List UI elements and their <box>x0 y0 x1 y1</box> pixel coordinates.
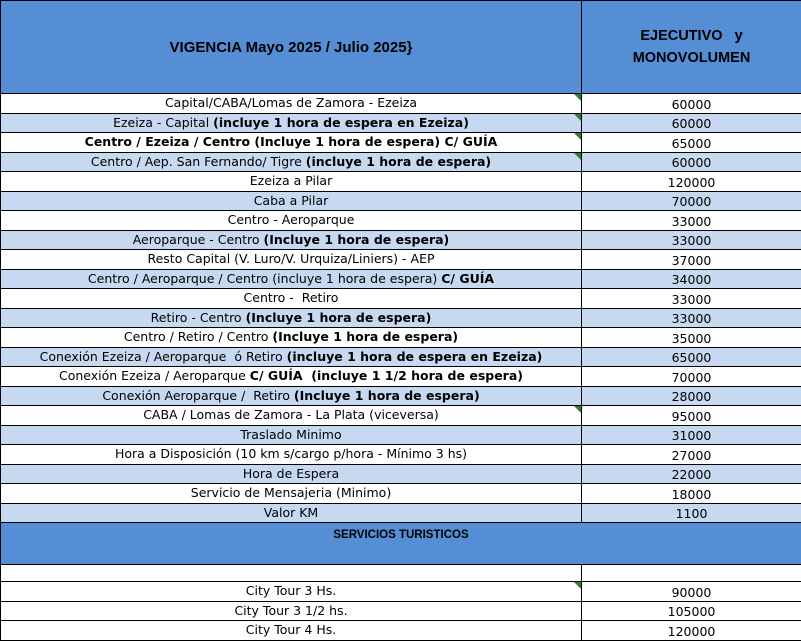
route-text: Centro / Aeroparque / Centro (incluye 1 hora de espera) <box>88 271 441 286</box>
header-row <box>1 1 801 94</box>
table-row <box>1 230 801 250</box>
route-text: Valor KM <box>264 505 318 520</box>
route-cell <box>1 484 582 504</box>
price-cell: 33000 <box>582 230 801 250</box>
route-text: City Tour 4 Hs. <box>246 622 336 637</box>
comment-marker-icon <box>574 582 581 589</box>
route-cell <box>1 621 582 641</box>
route-cell <box>1 152 582 172</box>
price-cell: 60000 <box>582 94 801 114</box>
route-cell <box>1 308 582 328</box>
route-text: Centro - Aeroparque <box>228 212 355 227</box>
route-cell <box>1 230 582 250</box>
table-row <box>1 289 801 309</box>
table-row <box>1 211 801 231</box>
section-header-row <box>1 523 801 565</box>
empty-cell <box>1 565 582 582</box>
table-row <box>1 328 801 348</box>
route-text: Capital/CABA/Lomas de Zamora - Ezeiza <box>165 95 417 110</box>
route-note: (Incluye 1 hora de espera) <box>272 329 458 344</box>
route-cell <box>1 425 582 445</box>
route-text: City Tour 3 Hs. <box>246 583 336 598</box>
price-cell: 60000 <box>582 113 801 133</box>
route-cell <box>1 172 582 192</box>
route-note: (incluye 1 hora de espera en Ezeiza) <box>287 349 543 364</box>
route-note: C/ GUÍA (incluye 1 1/2 hora de espera) <box>250 368 523 383</box>
route-text: Aeroparque - Centro <box>133 232 264 247</box>
validity-title: VIGENCIA Mayo 2025 / Julio 2025} <box>1 1 582 94</box>
route-text: CABA / Lomas de Zamora - La Plata (viceversa) <box>143 407 439 422</box>
price-cell: 70000 <box>582 367 801 387</box>
section-title-tourist-services: SERVICIOS TURISTICOS <box>1 523 801 565</box>
price-column-header <box>582 1 801 94</box>
route-note: (Incluye 1 hora de espera) <box>246 310 432 325</box>
table-row <box>1 172 801 192</box>
price-column-header-line1: EJECUTIVO y <box>582 25 801 47</box>
route-text: Conexión Ezeiza / Aeroparque ó Retiro <box>40 349 287 364</box>
price-cell: 28000 <box>582 386 801 406</box>
price-cell: 65000 <box>582 347 801 367</box>
route-cell <box>1 464 582 484</box>
price-cell: 60000 <box>582 152 801 172</box>
table-row <box>1 347 801 367</box>
price-cell: 120000 <box>582 172 801 192</box>
route-note: Centro / Ezeiza / Centro (Incluye 1 hora de espera) C/ GUÍA <box>85 134 498 149</box>
route-cell <box>1 211 582 231</box>
table-row <box>1 464 801 484</box>
price-cell: 31000 <box>582 425 801 445</box>
route-cell <box>1 503 582 523</box>
route-cell <box>1 386 582 406</box>
price-cell: 70000 <box>582 191 801 211</box>
spacer-row <box>1 565 801 582</box>
route-text: Conexión Aeroparque / Retiro <box>102 388 294 403</box>
table-row <box>1 582 801 602</box>
table-row <box>1 113 801 133</box>
table-row <box>1 484 801 504</box>
comment-marker-icon <box>574 114 581 121</box>
route-cell <box>1 367 582 387</box>
route-text: Centro - Retiro <box>244 290 339 305</box>
route-cell <box>1 269 582 289</box>
route-cell <box>1 347 582 367</box>
route-cell <box>1 582 582 602</box>
route-note: (incluye 1 hora de espera en Ezeiza) <box>213 115 469 130</box>
table-row <box>1 621 801 641</box>
route-text: Ezeiza a Pilar <box>250 173 332 188</box>
price-cell: 18000 <box>582 484 801 504</box>
price-cell: 37000 <box>582 250 801 270</box>
route-note: (Incluye 1 hora de espera) <box>294 388 480 403</box>
table-row <box>1 601 801 621</box>
route-cell <box>1 250 582 270</box>
route-cell <box>1 406 582 426</box>
table-row <box>1 308 801 328</box>
route-note: (Incluye 1 hora de espera) <box>264 232 450 247</box>
table-row <box>1 133 801 153</box>
route-note: C/ GUÍA <box>441 271 494 286</box>
route-cell <box>1 94 582 114</box>
table-row <box>1 503 801 523</box>
route-text: Hora a Disposición (10 km s/cargo p/hora - Mínimo 3 hs) <box>115 446 467 461</box>
route-cell <box>1 113 582 133</box>
price-cell: 33000 <box>582 211 801 231</box>
table-row <box>1 250 801 270</box>
table-row <box>1 406 801 426</box>
route-cell <box>1 601 582 621</box>
route-text: Centro / Retiro / Centro <box>124 329 273 344</box>
route-cell <box>1 133 582 153</box>
table-row <box>1 425 801 445</box>
comment-marker-icon <box>574 133 581 140</box>
comment-marker-icon <box>574 94 581 101</box>
table-row <box>1 445 801 465</box>
route-cell <box>1 289 582 309</box>
price-cell: 34000 <box>582 269 801 289</box>
comment-marker-icon <box>574 153 581 160</box>
route-cell <box>1 191 582 211</box>
route-text: Hora de Espera <box>243 466 339 481</box>
table-row <box>1 152 801 172</box>
route-note: (incluye 1 hora de espera) <box>306 154 491 169</box>
route-text: Conexión Ezeiza / Aeroparque <box>59 368 250 383</box>
route-text: Resto Capital (V. Luro/V. Urquiza/Liniers) - AEP <box>147 251 434 266</box>
table-row <box>1 386 801 406</box>
table-row <box>1 94 801 114</box>
price-cell: 35000 <box>582 328 801 348</box>
route-text: Caba a Pilar <box>254 193 329 208</box>
route-text: Retiro - Centro <box>151 310 246 325</box>
price-cell: 95000 <box>582 406 801 426</box>
price-cell: 120000 <box>582 621 801 641</box>
price-cell: 90000 <box>582 582 801 602</box>
price-cell: 1100 <box>582 503 801 523</box>
price-cell: 105000 <box>582 601 801 621</box>
price-cell: 22000 <box>582 464 801 484</box>
price-column-header-line2: MONOVOLUMEN <box>582 47 801 69</box>
route-text: Ezeiza - Capital <box>113 115 213 130</box>
table-row <box>1 269 801 289</box>
route-cell <box>1 328 582 348</box>
empty-cell <box>582 565 801 582</box>
route-cell <box>1 445 582 465</box>
route-text: Traslado Minimo <box>240 427 341 442</box>
price-cell: 65000 <box>582 133 801 153</box>
route-text: City Tour 3 1/2 hs. <box>234 603 347 618</box>
route-text: Servicio de Mensajeria (Minimo) <box>191 485 391 500</box>
price-cell: 33000 <box>582 308 801 328</box>
route-text: Centro / Aep. San Fernando/ Tigre <box>91 154 306 169</box>
price-cell: 33000 <box>582 289 801 309</box>
table-row <box>1 191 801 211</box>
comment-marker-icon <box>574 406 581 413</box>
table-row <box>1 367 801 387</box>
price-cell: 27000 <box>582 445 801 465</box>
